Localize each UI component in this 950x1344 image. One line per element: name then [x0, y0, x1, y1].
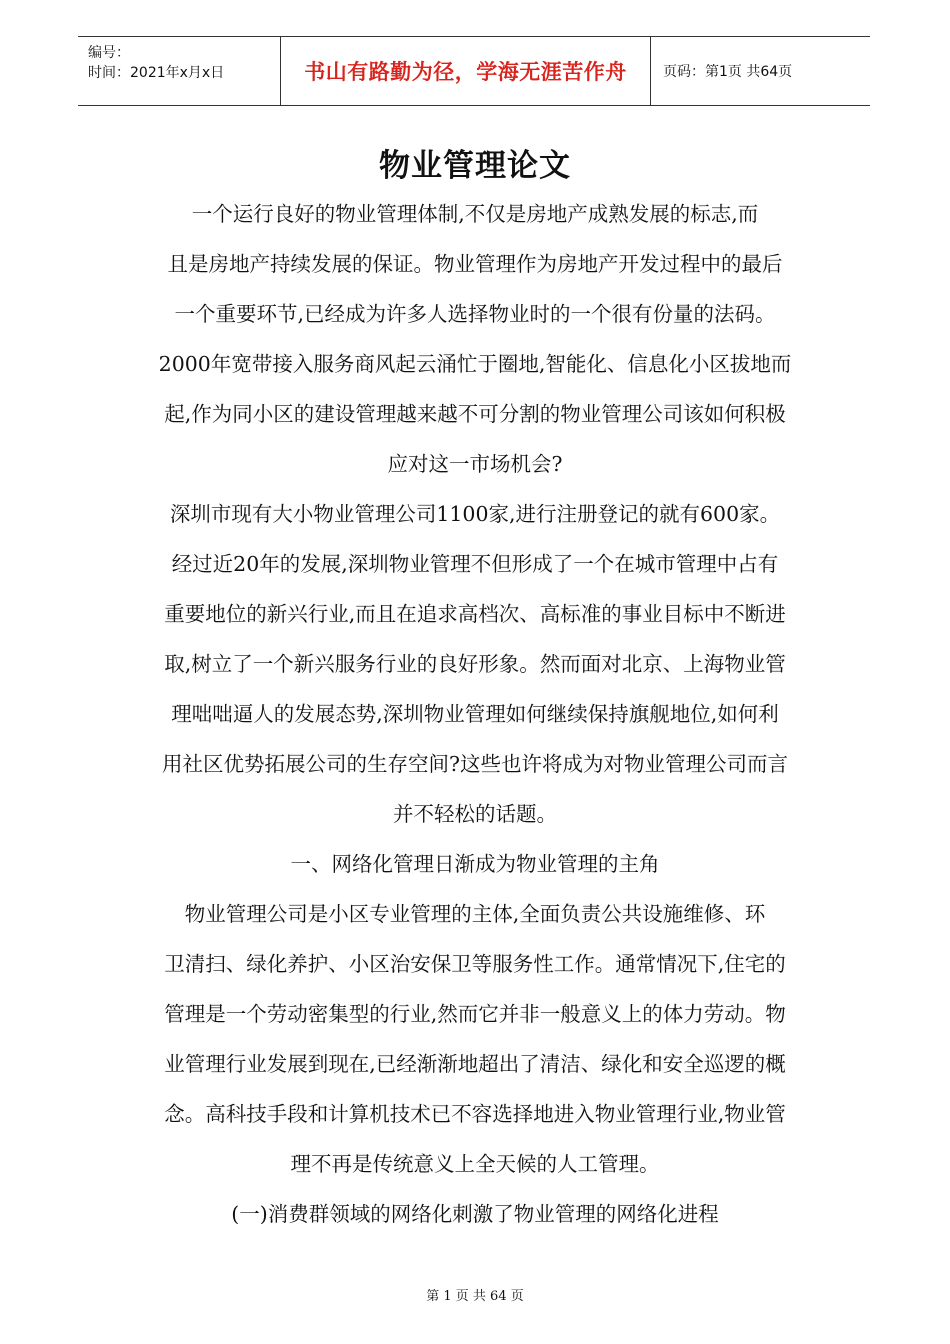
body-line: 并不轻松的话题。 [393, 802, 557, 826]
body-line: 物业管理公司是小区专业管理的主体,全面负责公共设施维修、环 [184, 902, 766, 926]
body-line: 业管理行业发展到现在,已经渐渐地超出了清洁、绿化和安全巡逻的概 [164, 1052, 786, 1076]
section-heading: 一、网络化管理日渐成为物业管理的主角 [290, 852, 660, 876]
header-motto: 书山有路勤为径，学海无涯苦作舟 [281, 37, 651, 105]
body-line: 2000年宽带接入服务商风起云涌忙于圈地,智能化、信息化小区拔地而 [158, 352, 792, 376]
body-line: 一个运行良好的物业管理体制,不仅是房地产成熟发展的标志,而 [191, 202, 759, 226]
body-line: 经过近20年的发展,深圳物业管理不但形成了一个在城市管理中占有 [171, 552, 779, 576]
body-line: 起,作为同小区的建设管理越来越不可分割的物业管理公司该如何积极 [164, 402, 786, 426]
subsection-heading: (一)消费群领域的网络化刺激了物业管理的网络化进程 [231, 1202, 719, 1226]
time-label: 时间：2021年x月x日 [88, 65, 225, 81]
body-line: 管理是一个劳动密集型的行业,然而它并非一般意义上的体力劳动。物 [164, 1002, 786, 1026]
body-line: 应对这一市场机会? [387, 452, 563, 476]
body-line: 且是房地产持续发展的保证。物业管理作为房地产开发过程中的最后 [167, 252, 783, 276]
body-line: 念。高科技手段和计算机技术已不容选择地进入物业管理行业,物业管 [164, 1102, 786, 1126]
body-line: 深圳市现有大小物业管理公司1100家,进行注册登记的就有600家。 [169, 502, 781, 526]
body-line: 理不再是传统意义上全天候的人工管理。 [290, 1152, 660, 1176]
page-header [78, 36, 870, 106]
header-meta [78, 37, 281, 105]
header-page-info: 页码：第1页 共64页 [663, 64, 793, 80]
body-line: 卫清扫、绿化养护、小区治安保卫等服务性工作。通常情况下,住宅的 [164, 952, 786, 976]
number-label: 编号： [88, 45, 130, 61]
body-line: 取,树立了一个新兴服务行业的良好形象。然而面对北京、上海物业管 [164, 652, 786, 676]
page-footer: 第 1 页 共 64 页 [426, 1289, 524, 1304]
body-line: 用社区优势拓展公司的生存空间?这些也许将成为对物业管理公司而言 [162, 752, 788, 776]
document-title: 物业管理论文 [379, 148, 571, 184]
body-line: 重要地位的新兴行业,而且在追求高档次、高标准的事业目标中不断进 [164, 602, 786, 626]
body-line: 一个重要环节,已经成为许多人选择物业时的一个很有份量的法码。 [174, 302, 776, 326]
body-line: 理咄咄逼人的发展态势,深圳物业管理如何继续保持旗舰地位,如何利 [171, 702, 779, 726]
